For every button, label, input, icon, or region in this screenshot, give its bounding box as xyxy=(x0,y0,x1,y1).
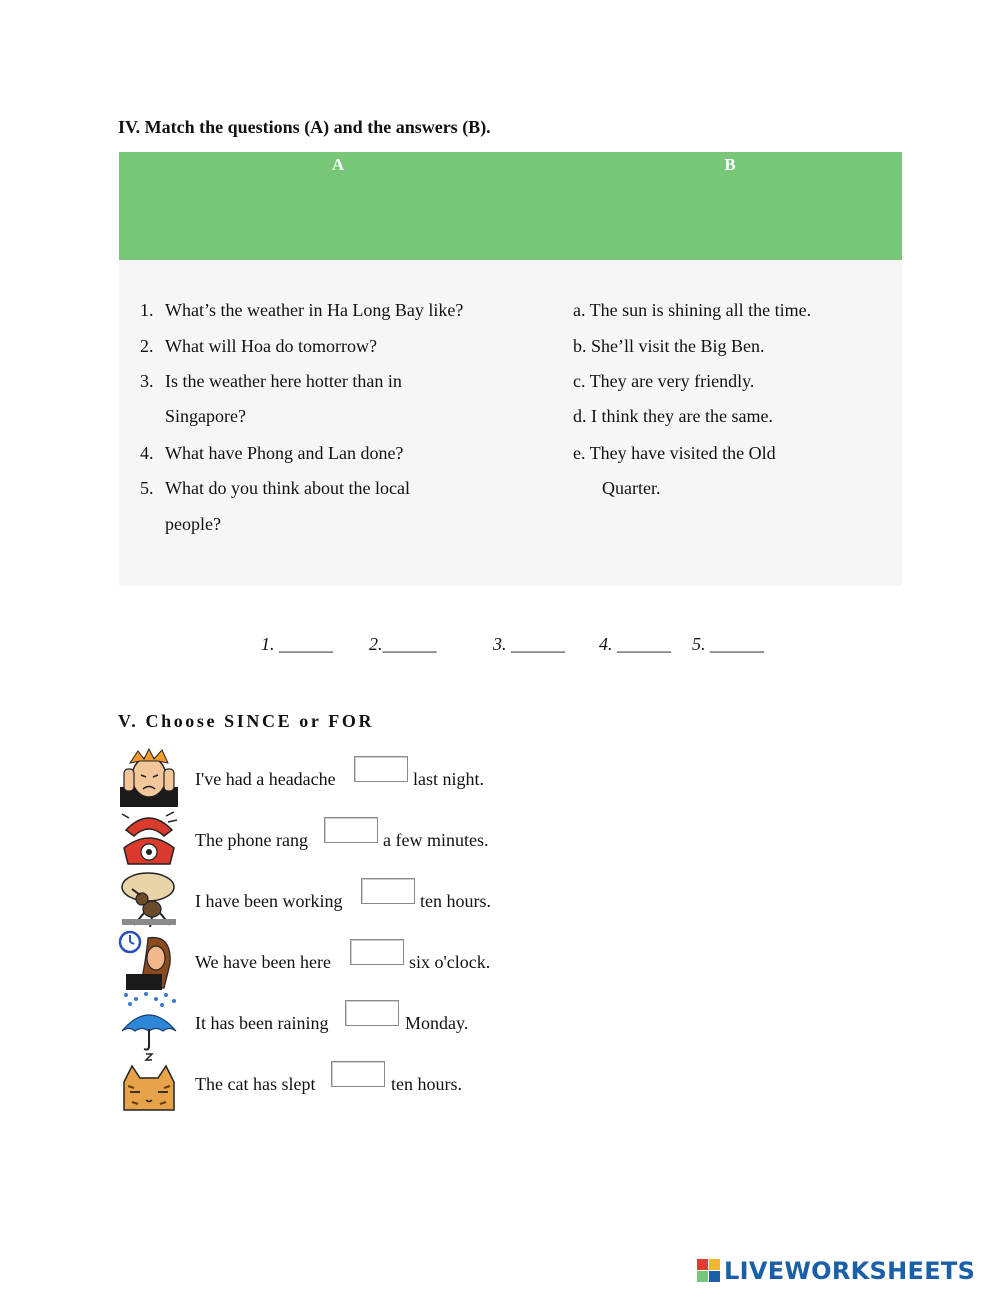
match-table-header xyxy=(119,152,902,260)
logo-wordmark: LIVEWORKSHEETS xyxy=(724,1257,976,1285)
column-b-heading: B xyxy=(724,155,736,174)
sentence-end: ten hours. xyxy=(391,1074,462,1094)
answer-e-continued: Quarter. xyxy=(602,478,661,498)
sentence-end: Monday. xyxy=(405,1013,469,1033)
sentence-start: We have been here xyxy=(195,952,331,972)
sentence-start: It has been raining xyxy=(195,1013,329,1033)
umbrella-rain-icon xyxy=(118,991,180,1051)
sentence-end: a few minutes. xyxy=(383,830,489,850)
answer-box-6[interactable] xyxy=(331,1061,385,1087)
answer-box-3[interactable] xyxy=(361,878,415,904)
sentence-end: ten hours. xyxy=(420,891,491,911)
answer-b: b. She’ll visit the Big Ben. xyxy=(573,336,765,356)
answer-slot-5[interactable]: 5. ______ xyxy=(692,634,764,654)
answer-c: c. They are very friendly. xyxy=(573,371,755,391)
sentence-end: last night. xyxy=(413,769,484,789)
answer-box-2[interactable] xyxy=(324,817,378,843)
liveworksheets-logo xyxy=(697,1257,975,1285)
sleeping-cat-icon xyxy=(118,1052,180,1112)
sentence-start: The phone rang xyxy=(195,830,308,850)
answer-d: d. I think they are the same. xyxy=(573,406,773,426)
headache-person-icon xyxy=(118,747,180,807)
sentence-start: I have been working xyxy=(195,891,343,911)
section-5-title: V. Choose SINCE or FOR xyxy=(118,711,375,731)
sentence-end: six o'clock. xyxy=(409,952,491,972)
answer-slot-2[interactable]: 2.______ xyxy=(369,634,437,654)
answer-a: a. The sun is shining all the time. xyxy=(573,300,812,320)
section-4-title: IV. Match the questions (A) and the answers (B). xyxy=(118,117,491,137)
answer-slot-1[interactable]: 1. ______ xyxy=(261,634,333,654)
column-a-heading: A xyxy=(331,155,345,174)
answer-box-4[interactable] xyxy=(350,939,404,965)
answer-box-5[interactable] xyxy=(345,1000,399,1026)
red-telephone-icon xyxy=(118,808,180,868)
sentence-start: The cat has slept xyxy=(195,1074,316,1094)
answer-box-1[interactable] xyxy=(354,756,408,782)
waiting-woman-clock-icon xyxy=(118,930,180,990)
match-table-body: 1. What’s the weather in Ha Long Bay like? 2. What will Hoa do tomorrow? 3. Is the weather here hotter than in Singapore? 4. What have Phong and Lan done? 5. What do you think about the local people? a. The sun is shining all the time. b. She’ll visit the Big Ben. c. They are very friendly. d. I think they are the same. e. They have visited the Old Quarter. xyxy=(119,260,902,586)
sentence-start: I've had a headache xyxy=(195,769,336,789)
answer-e: e. They have visited the Old xyxy=(573,443,776,463)
logo-cubes-icon xyxy=(697,1259,721,1283)
answer-slot-3[interactable]: 3. ______ xyxy=(493,634,565,654)
answer-slot-4[interactable]: 4. ______ xyxy=(599,634,671,654)
worker-ant-icon xyxy=(118,869,180,929)
